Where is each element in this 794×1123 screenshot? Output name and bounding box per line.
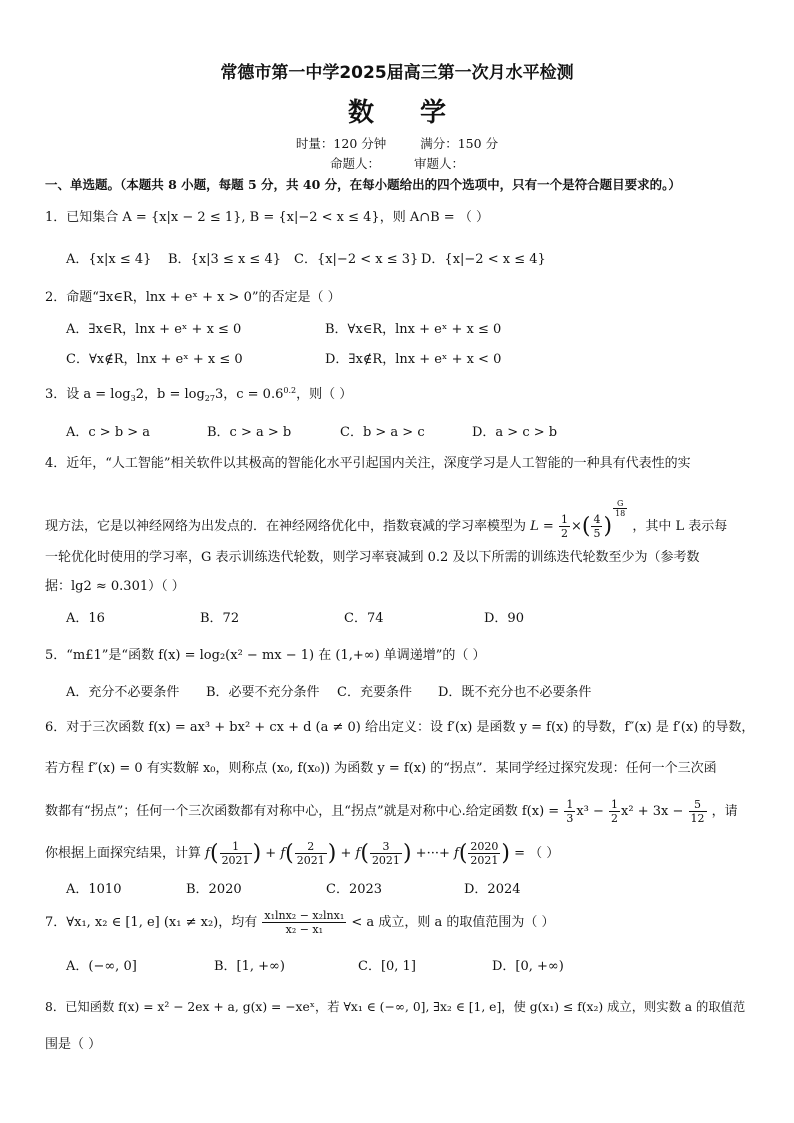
q4-fraction-base xyxy=(591,513,602,540)
question-3-option-a: A．c > b > a xyxy=(66,425,151,440)
question-4-option-d: D．90 xyxy=(484,611,524,626)
q4-text-b: ，其中 L 表示每 xyxy=(632,519,728,534)
q6-paren-close-2: ) xyxy=(327,841,337,866)
question-2-option-d: D．∃x∉R，lnx + eˣ + x < 0 xyxy=(325,352,502,367)
reviewer-label: 审题人： xyxy=(413,156,464,171)
question-6-option-b: B．2020 xyxy=(186,882,242,897)
q7-fraction xyxy=(262,909,346,936)
q6-s3-den: 2021 xyxy=(371,854,400,867)
q6-sum-f-3: f xyxy=(355,846,361,861)
question-5-option-c: C．充要条件 xyxy=(337,685,412,700)
q6-text-b: ，请 xyxy=(711,804,738,819)
question-3-option-d: D．a > c > b xyxy=(472,425,558,440)
question-7-option-b: B．[1, +∞) xyxy=(214,959,285,974)
question-7-option-c: C．[0, 1] xyxy=(358,959,416,974)
score-label: 满分：150 分 xyxy=(420,136,499,151)
question-5-option-d: D．既不充分也不必要条件 xyxy=(438,685,592,700)
q7-frac-den: x₂ − x₁ xyxy=(285,923,324,936)
q6-f3-den: 12 xyxy=(690,812,705,825)
question-2-option-a: A．∃x∈R，lnx + eˣ + x ≤ 0 xyxy=(66,322,242,337)
q6-sum-term-3 xyxy=(370,840,402,867)
q4-exp-den: 18 xyxy=(615,509,626,518)
q6-sum-f-1: f xyxy=(205,846,210,861)
q4-half-num: 1 xyxy=(560,513,568,526)
q4-paren-open: ( xyxy=(581,514,591,539)
q6-s1-num: 1 xyxy=(220,840,252,854)
question-4-line-4: 据：lg2 ≈ 0.301）（ ） xyxy=(45,579,185,594)
q4-half-den: 2 xyxy=(560,527,568,540)
question-7-option-a: A．(−∞, 0] xyxy=(66,959,137,974)
question-7-stem xyxy=(45,909,554,936)
q6-text-a: 数都有“拐点”；任何一个三次函数都有对称中心，且“拐点”就是对称中心.给定函数 f(x) = xyxy=(45,804,560,819)
q4-base-den: 5 xyxy=(593,527,601,540)
q6-dots: +···+ xyxy=(415,846,450,861)
question-4-line-2 xyxy=(45,499,727,540)
question-3-stem xyxy=(45,383,352,403)
q6-expr-2: x² + 3x − xyxy=(621,804,684,819)
q6-paren-close-4: ) xyxy=(501,841,510,866)
question-6-line-1: 6．对于三次函数 f(x) = ax³ + bx² + cx + d (a ≠ 0) 给出定义：设 f′(x) 是函数 y = f(x) 的导数，f″(x) 是 f′(x) 的导数， xyxy=(45,720,755,735)
question-6-option-a: A．1010 xyxy=(66,882,122,897)
q3-text-4: ，则（ ） xyxy=(296,387,353,402)
q3-log-base-a: 3 xyxy=(130,394,136,403)
q6-plus-1: + xyxy=(265,846,277,861)
q6-paren-open-2: ( xyxy=(285,841,294,866)
question-4-line-1: 4．近年，“人工智能”相关软件以其极高的智能化水平引起国内关注，深度学习是人工智能的一种具有代表性的实 xyxy=(45,456,691,471)
q6-fraction-1 xyxy=(564,798,575,825)
question-2-stem: 2．命题“∃x∈R，lnx + eˣ + x > 0”的否定是（ ） xyxy=(45,290,341,305)
q6-sum-f-2: f xyxy=(280,846,286,861)
q4-times: × xyxy=(570,519,582,534)
question-4-option-a: A．16 xyxy=(66,611,105,626)
q6-s4-num: 2020 xyxy=(470,840,499,853)
q3-text-2: 2，b = log xyxy=(135,387,205,402)
question-8-line-2: 围是（ ） xyxy=(45,1037,102,1052)
q6-fraction-3 xyxy=(689,798,707,825)
q4-fraction-exponent xyxy=(613,499,627,518)
question-4-option-b: B．72 xyxy=(200,611,240,626)
q4-base-num: 4 xyxy=(593,513,601,526)
question-4-line-3: 一轮优化时使用的学习率，G 表示训练迭代轮数，则学习率衰减到 0.2 及以下所需的训练迭代轮数至少为（参考数 xyxy=(45,550,700,565)
q6-s2-den: 2021 xyxy=(296,854,325,867)
question-4-option-c: C．74 xyxy=(344,611,384,626)
time-label: 时量：120 分钟 xyxy=(295,136,387,151)
question-3-option-b: B．c > a > b xyxy=(207,425,292,440)
q7-text-a: 7．∀x₁, x₂ ∈ [1, e] (x₁ ≠ x₂)，均有 xyxy=(45,915,258,930)
q6-sum-intro: 你根据上面探究结果，计算 xyxy=(45,846,202,861)
question-7-option-d: D．[0, +∞) xyxy=(492,959,564,974)
q6-s4-den: 2021 xyxy=(470,854,499,867)
q7-text-b: < a 成立，则 a 的取值范围为（ ） xyxy=(351,915,555,930)
q6-sum-term-2 xyxy=(295,840,327,867)
q6-f1-den: 3 xyxy=(566,812,574,825)
question-6-line-4 xyxy=(45,840,559,867)
question-8-line-1: 8．已知函数 f(x) = x² − 2ex + a, g(x) = −xeˣ，若 ∀x₁ ∈ (−∞, 0], ∃x₂ ∈ [1, e]，使 g(x₁) ≤ f(x₂) 成立，则实数 a 的取值范 xyxy=(45,1000,746,1014)
q6-f2-num: 1 xyxy=(611,798,619,811)
question-3-option-c: C．b > a > c xyxy=(340,425,425,440)
q4-fraction-half xyxy=(559,513,570,540)
q3-log-base-b: 27 xyxy=(204,394,215,403)
exam-meta-authors xyxy=(0,154,794,172)
q6-s1-den: 2021 xyxy=(221,854,250,867)
q4-paren-close: ) xyxy=(603,514,613,539)
question-6-option-c: C．2023 xyxy=(326,882,383,897)
q6-paren-open-4: ( xyxy=(458,841,468,866)
question-2-option-c: C．∀x∉R，lnx + eˣ + x ≤ 0 xyxy=(66,352,243,367)
question-5-option-a: A．充分不必要条件 xyxy=(66,685,180,700)
setter-label: 命题人： xyxy=(330,156,381,171)
q6-paren-close-1: ) xyxy=(252,841,262,866)
exam-meta-time-score xyxy=(0,134,794,152)
q6-sum-tail: = （ ） xyxy=(514,846,560,861)
q3-text-3: 3，c = 0.6 xyxy=(214,387,284,402)
question-5-option-b: B．必要不充分条件 xyxy=(206,685,320,700)
q6-expr-1: x³ − xyxy=(576,804,604,819)
q6-plus-2: + xyxy=(340,846,352,861)
q6-sum-term-4 xyxy=(468,840,500,867)
question-1-option-d: D．{x|−2 < x ≤ 4} xyxy=(421,252,546,267)
q4-formula xyxy=(530,499,632,540)
question-6-option-d: D．2024 xyxy=(464,882,521,897)
q7-frac-num: x₁lnx₂ − x₂lnx₁ xyxy=(264,909,345,922)
q3-exponent-c: 0.2 xyxy=(283,386,297,395)
q3-text-1: 3．设 a = log xyxy=(45,387,131,402)
q6-paren-open-1: ( xyxy=(209,841,219,866)
q6-fraction-2 xyxy=(609,798,620,825)
subject-title: 数学 xyxy=(347,98,492,128)
q6-f2-den: 2 xyxy=(611,812,619,825)
section-heading: 一、单选题。（本题共 8 小题，每题 5 分，共 40 分，在每小题给出的四个选项中，只有一个是符合题目要求的。） xyxy=(45,177,681,192)
exam-title: 常德市第一中学2025届高三第一次月水平检测 xyxy=(220,63,574,83)
q6-sum-term-1 xyxy=(220,840,252,867)
question-1-stem: 1．已知集合 A = {x|x − 2 ≤ 1}, B = {x|−2 < x ≤ 4}，则 A∩B = （ ） xyxy=(45,210,489,225)
q6-paren-open-3: ( xyxy=(360,841,369,866)
question-1-option-b: B．{x|3 ≤ x ≤ 4} xyxy=(168,252,281,267)
q4-exp-num: G xyxy=(613,499,627,509)
q6-s3-num: 3 xyxy=(370,840,402,854)
question-1-option-c: C．{x|−2 < x ≤ 3} xyxy=(294,252,419,267)
question-5-stem: 5．“m£1”是“函数 f(x) = log₂(x² − mx − 1) 在 (1,+∞) 单调递增”的（ ） xyxy=(45,648,486,663)
question-6-line-3 xyxy=(45,798,738,825)
q6-s2-num: 2 xyxy=(295,840,327,854)
q6-sum-f-4: f xyxy=(454,846,459,861)
q6-paren-close-3: ) xyxy=(402,841,412,866)
question-2-option-b: B．∀x∈R，lnx + eˣ + x ≤ 0 xyxy=(325,322,502,337)
q6-f1-num: 1 xyxy=(566,798,574,811)
question-6-line-2: 若方程 f″(x) = 0 有实数解 x₀，则称点 (x₀, f(x₀)) 为函数 y = f(x) 的“拐点”．某同学经过探究发现：任何一个三次函 xyxy=(45,761,717,776)
question-1-option-a: A．{x|x ≤ 4} xyxy=(66,252,152,267)
q4-text-a: 现方法，它是以神经网络为出发点的．在神经网络优化中，指数衰减的学习率模型为 xyxy=(45,519,527,534)
q4-formula-lhs: L = xyxy=(530,519,554,534)
q6-f3-num: 5 xyxy=(689,798,707,812)
